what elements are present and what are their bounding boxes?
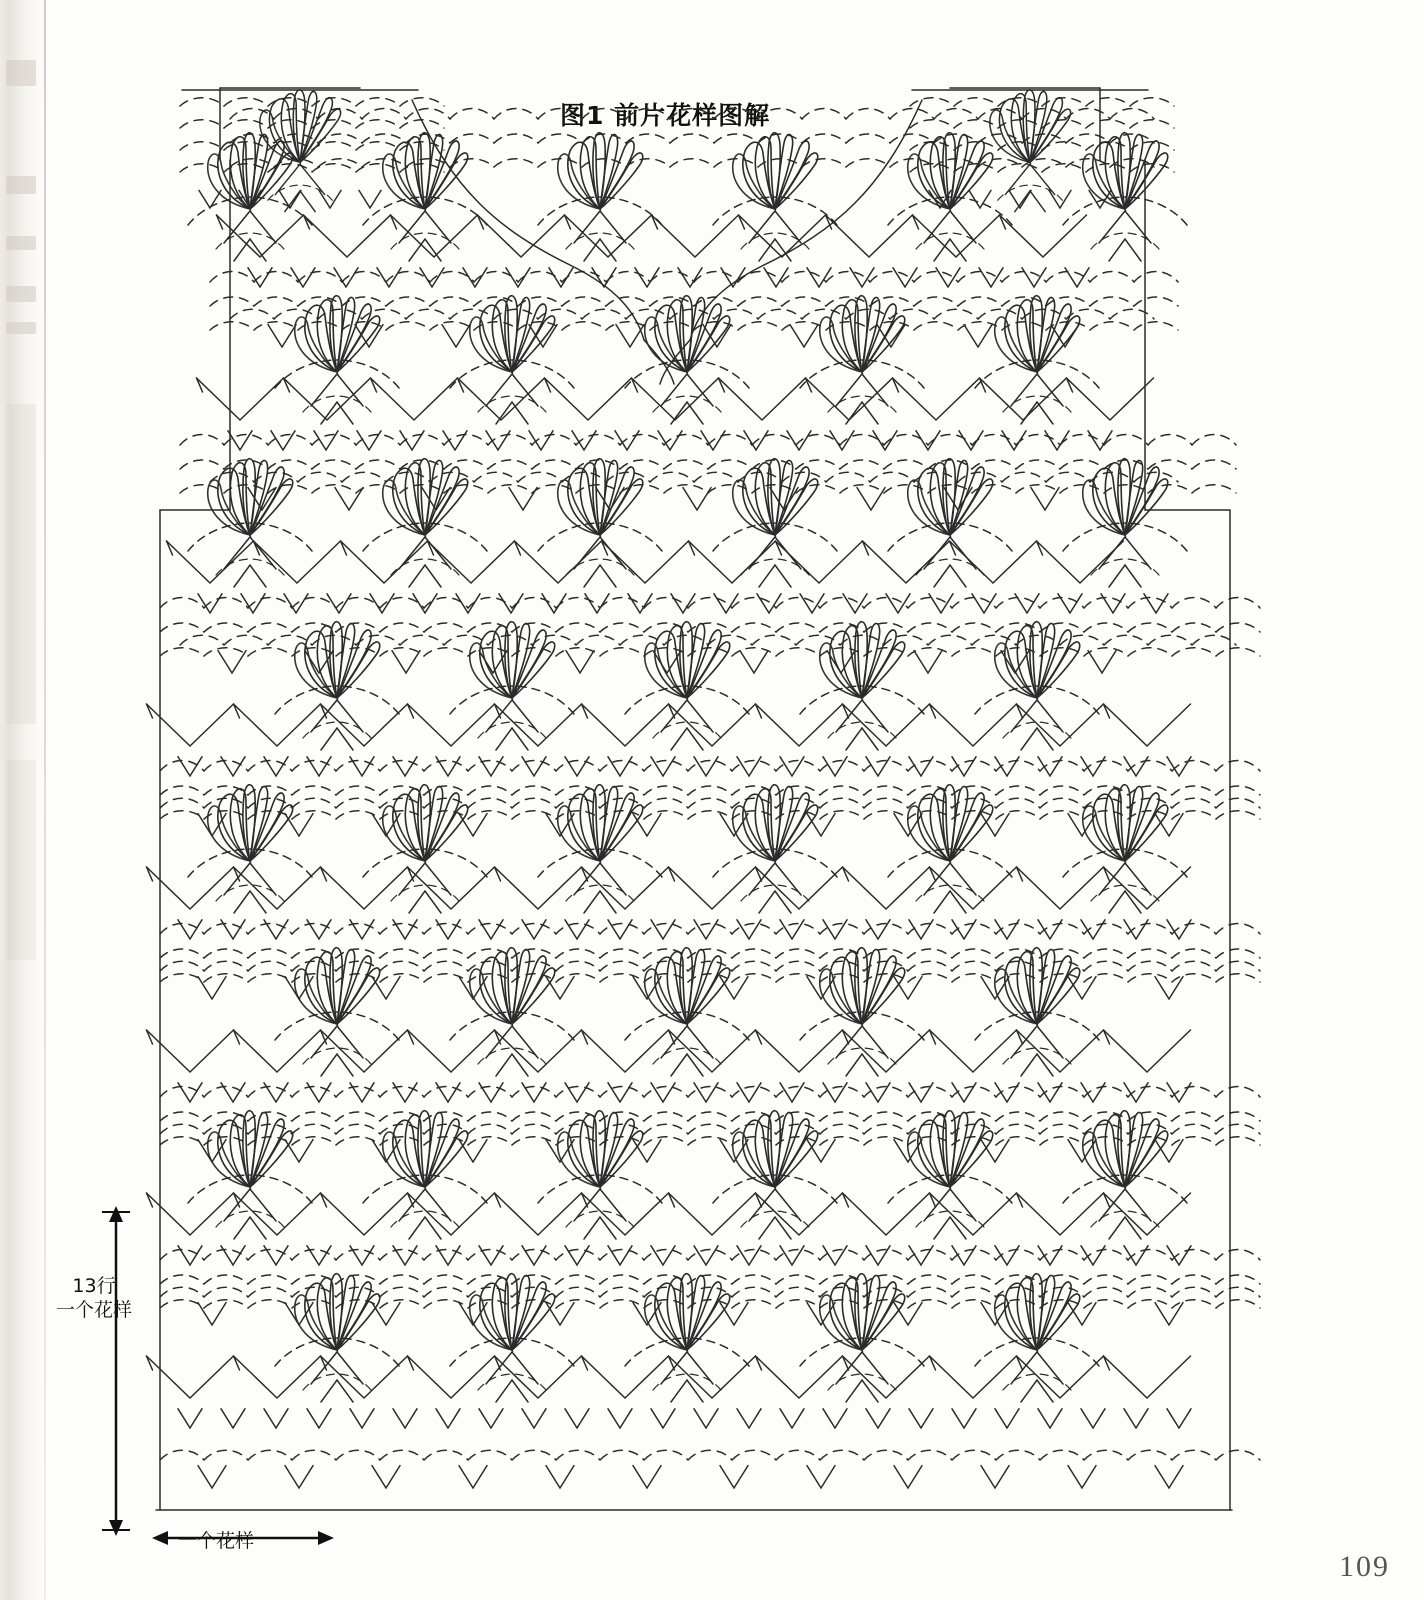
figure-title: 图1 前片花样图解 [560, 101, 771, 130]
stitch-chart-svg [60, 40, 1380, 1560]
vertical-repeat-arrow [80, 1200, 200, 1560]
horizontal-repeat-label: 一个花样 [178, 1530, 255, 1552]
gutter-edge-line [44, 0, 46, 1600]
vertical-repeat-label: 13行 一个花样 [56, 1275, 133, 1321]
page-number: 109 [1339, 1550, 1390, 1583]
pattern-body-stitches [147, 88, 1261, 1510]
crochet-stitch-chart [60, 40, 1380, 1560]
